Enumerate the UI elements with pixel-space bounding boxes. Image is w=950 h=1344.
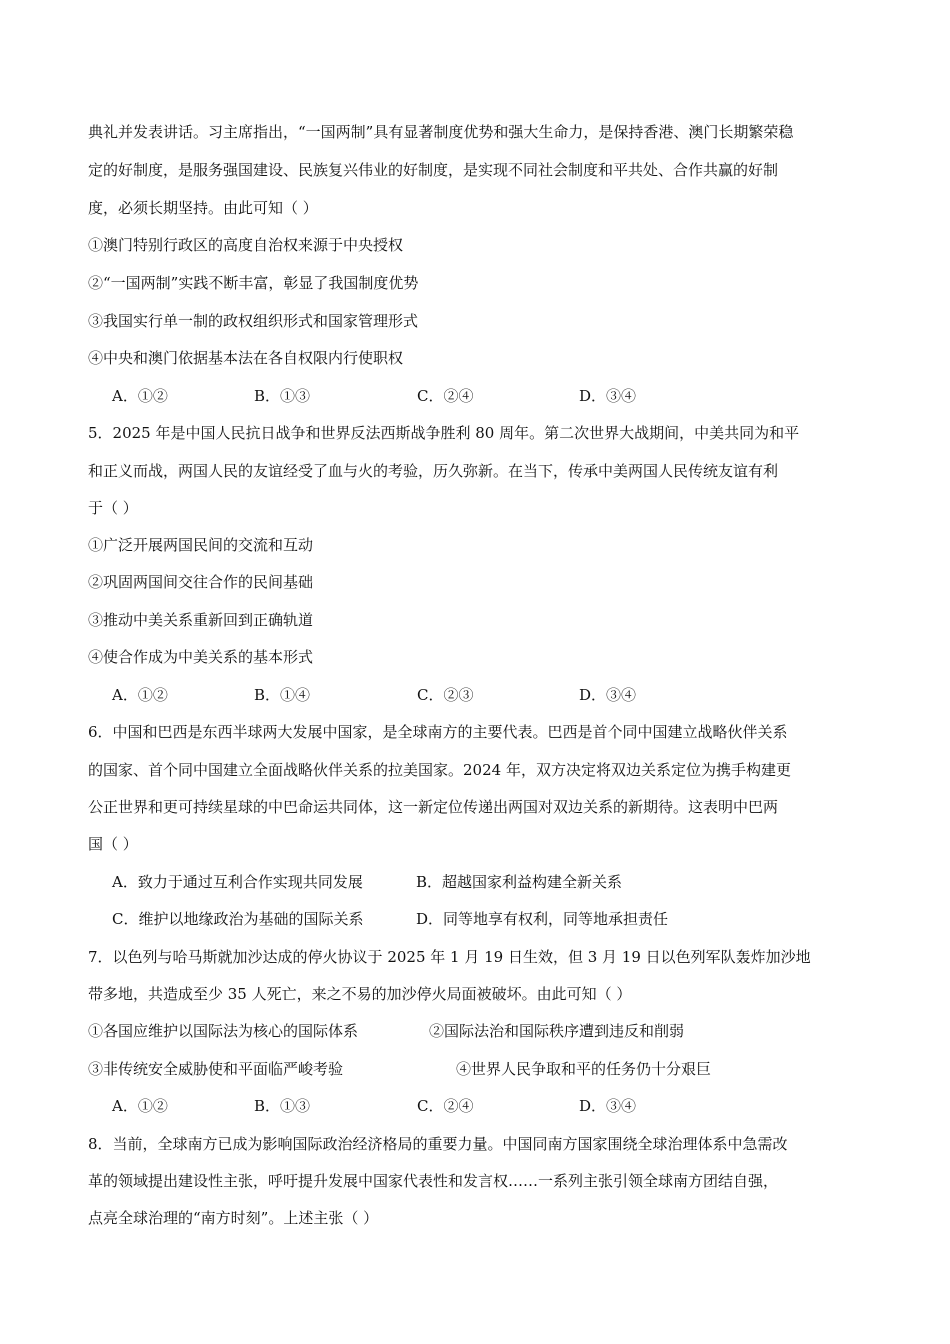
q5-stem-line-2: 和正义而战，两国人民的友谊经受了血与火的考验，历久弥新。在当下，传承中美两国人民传统友谊有利 bbox=[88, 462, 779, 480]
q6-options-row-2 bbox=[112, 909, 892, 929]
q7-items-row-2 bbox=[88, 1059, 868, 1079]
q5-item-4: ④使合作成为中美关系的基本形式 bbox=[88, 648, 314, 666]
q5-option-c[interactable]: C．②③ bbox=[417, 686, 474, 704]
q5-stem-line-1: 5．2025 年是中国人民抗日战争和世界反法西斯战争胜利 80 周年。第二次世界大战期间，中美共同为和平 bbox=[88, 424, 800, 442]
q5-option-d[interactable]: D．③④ bbox=[579, 686, 637, 704]
q6-stem-line-3: 公正世界和更可持续星球的中巴命运共同体，这一新定位传递出两国对双边关系的新期待。这表明中巴两 bbox=[88, 798, 779, 816]
q5-item-2: ②巩固两国间交往合作的民间基础 bbox=[88, 573, 314, 591]
q7-item-2: ②国际法治和国际秩序遭到违反和削弱 bbox=[429, 1022, 685, 1040]
q4-option-d[interactable]: D．③④ bbox=[579, 387, 637, 405]
q7-stem-line-2: 带多地，共造成至少 35 人死亡，来之不易的加沙停火局面被破坏。由此可知（ ） bbox=[88, 985, 632, 1003]
q4-option-b[interactable]: B．①③ bbox=[254, 387, 311, 405]
q7-stem-line-1: 7．以色列与哈马斯就加沙达成的停火协议于 2025 年 1 月 19 日生效，但 3 月 19 日以色列军队轰炸加沙地 bbox=[88, 948, 811, 966]
q6-stem-line-1: 6．中国和巴西是东西半球两大发展中国家，是全球南方的主要代表。巴西是首个同中国建立战略伙伴关系 bbox=[88, 723, 788, 741]
q6-option-b[interactable]: B．超越国家利益构建全新关系 bbox=[416, 873, 623, 891]
q7-item-4: ④世界人民争取和平的任务仍十分艰巨 bbox=[456, 1060, 712, 1078]
q7-option-a[interactable]: A．①② bbox=[112, 1097, 168, 1115]
q7-option-c[interactable]: C．②④ bbox=[417, 1097, 474, 1115]
q5-options bbox=[112, 685, 812, 705]
q4-stem-line-2: 定的好制度，是服务强国建设、民族复兴伟业的好制度，是实现不同社会制度和平共处、合作共赢的好制 bbox=[88, 161, 779, 179]
q4-item-4: ④中央和澳门依据基本法在各自权限内行使职权 bbox=[88, 349, 404, 367]
q4-item-3: ③我国实行单一制的政权组织形式和国家管理形式 bbox=[88, 312, 419, 330]
q4-stem-line-1: 典礼并发表讲话。习主席指出，“一国两制”具有显著制度优势和强大生命力，是保持香港、澳门长期繁荣稳 bbox=[88, 123, 794, 141]
q8-stem-line-1: 8．当前，全球南方已成为影响国际政治经济格局的重要力量。中国同南方国家围绕全球治理体系中急需改 bbox=[88, 1135, 788, 1153]
q6-option-c[interactable]: C．维护以地缘政治为基础的国际关系 bbox=[112, 910, 364, 928]
q8-stem-line-2: 革的领域提出建设性主张，呼吁提升发展中国家代表性和发言权……一系列主张引领全球南方团结自强， bbox=[88, 1172, 779, 1190]
q7-item-3: ③非传统安全威胁使和平面临严峻考验 bbox=[88, 1060, 344, 1078]
q5-stem-line-3: 于（ ） bbox=[88, 499, 138, 517]
q4-item-2: ②“一国两制”实践不断丰富，彰显了我国制度优势 bbox=[88, 274, 419, 292]
q7-options bbox=[112, 1096, 812, 1116]
q4-option-a[interactable]: A．①② bbox=[112, 387, 168, 405]
q6-option-a[interactable]: A．致力于通过互利合作实现共同发展 bbox=[112, 873, 363, 891]
q4-option-c[interactable]: C．②④ bbox=[417, 387, 474, 405]
q7-items-row-1 bbox=[88, 1021, 868, 1041]
q7-item-1: ①各国应维护以国际法为核心的国际体系 bbox=[88, 1022, 359, 1040]
q5-item-1: ①广泛开展两国民间的交流和互动 bbox=[88, 536, 314, 554]
q6-stem-line-4: 国（ ） bbox=[88, 835, 138, 853]
q5-option-b[interactable]: B．①④ bbox=[254, 686, 311, 704]
q4-options bbox=[112, 386, 812, 406]
q4-stem-line-3: 度，必须长期坚持。由此可知（ ） bbox=[88, 199, 318, 217]
q6-option-d[interactable]: D．同等地享有权利，同等地承担责任 bbox=[416, 910, 669, 928]
q7-option-b[interactable]: B．①③ bbox=[254, 1097, 311, 1115]
q5-option-a[interactable]: A．①② bbox=[112, 686, 168, 704]
q5-item-3: ③推动中美关系重新回到正确轨道 bbox=[88, 611, 314, 629]
q8-stem-line-3: 点亮全球治理的“南方时刻”。上述主张（ ） bbox=[88, 1209, 379, 1227]
q4-item-1: ①澳门特别行政区的高度自治权来源于中央授权 bbox=[88, 236, 404, 254]
q6-options-row-1 bbox=[112, 872, 892, 892]
q7-option-d[interactable]: D．③④ bbox=[579, 1097, 637, 1115]
q6-stem-line-2: 的国家、首个同中国建立全面战略伙伴关系的拉美国家。2024 年，双方决定将双边关系定位为携手构建更 bbox=[88, 761, 791, 779]
